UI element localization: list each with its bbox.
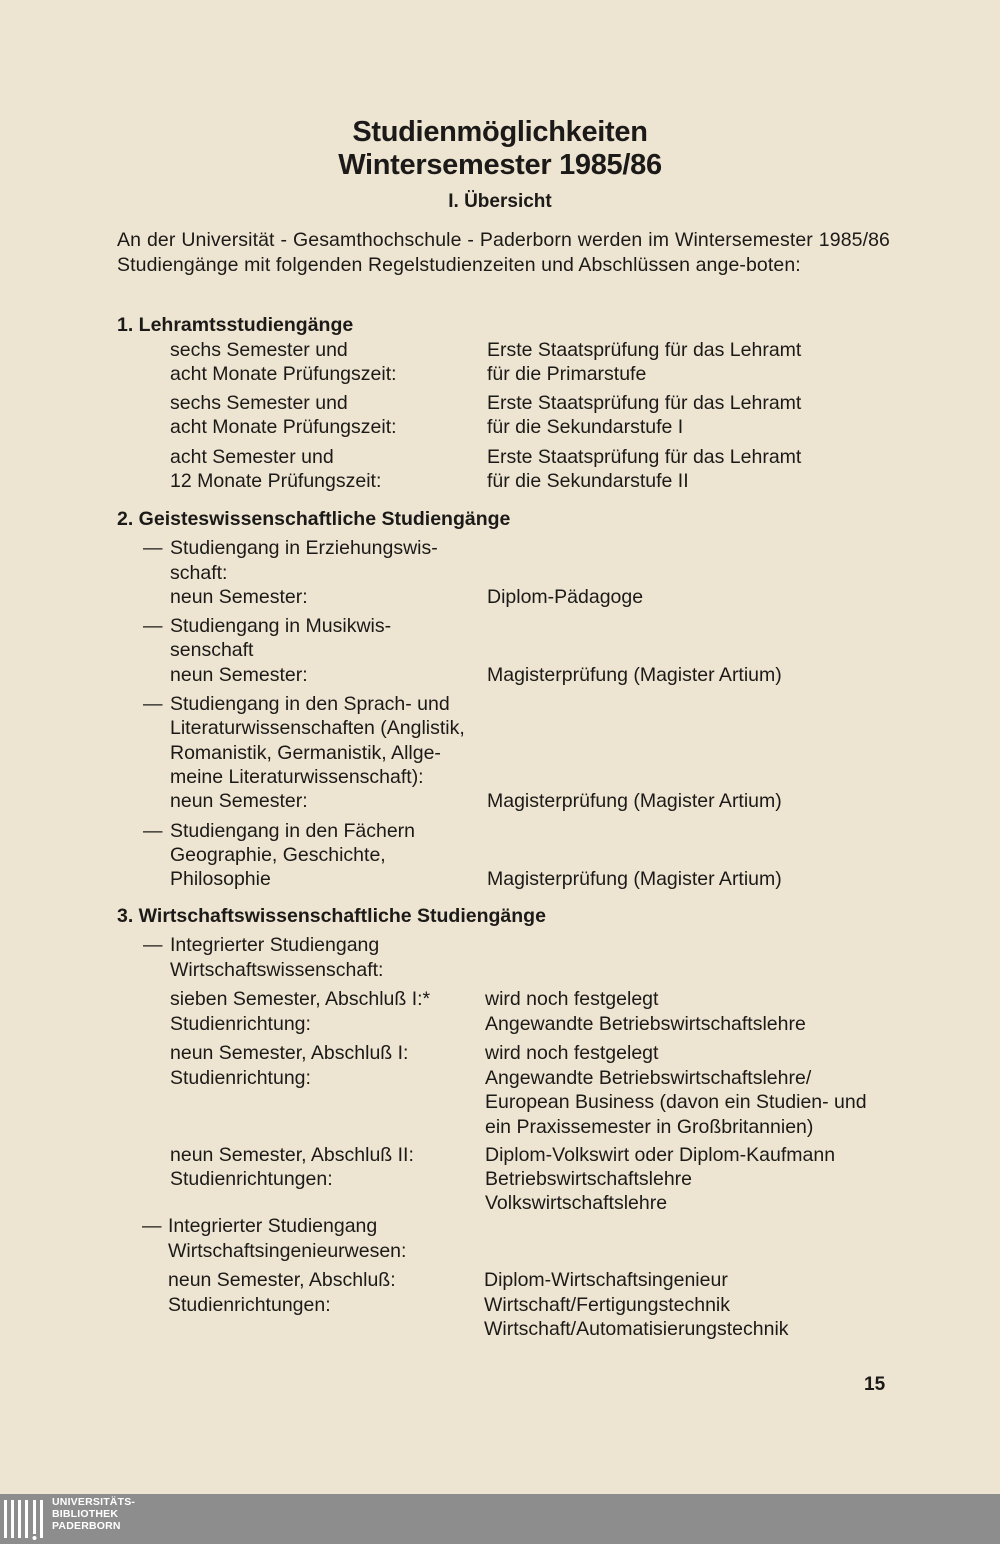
s2-item3-line1: Studiengang in den Sprach- und bbox=[170, 693, 450, 715]
s3-p1-row2-right2: Angewandte Betriebswirtschaftslehre/ bbox=[485, 1067, 812, 1089]
intro-paragraph: An der Universität - Gesamthochschule - Paderborn werden im Wintersemester 1985/86 Studiengänge mit folgenden Regelstudienzeiten und Abschlüssen ange-boten: bbox=[117, 229, 890, 276]
s2-item3-dash: — bbox=[143, 693, 163, 715]
s2-item3-line2: Literaturwissenschaften (Anglistik, bbox=[170, 717, 465, 739]
s2-item1-degree: Diplom-Pädagoge bbox=[487, 586, 644, 608]
section1-heading: 1. Lehramtsstudiengänge bbox=[117, 314, 354, 336]
s2-item2-degree: Magisterprüfung (Magister Artium) bbox=[487, 664, 782, 686]
s2-item1-dash: — bbox=[143, 537, 163, 559]
s2-item4-line1: Studiengang in den Fächern bbox=[170, 820, 416, 842]
s2-item3-degree: Magisterprüfung (Magister Artium) bbox=[487, 790, 782, 812]
s1-row3-left-2: 12 Monate Prüfungszeit: bbox=[170, 470, 382, 492]
section-subtitle: I. Übersicht bbox=[448, 191, 552, 212]
s2-item4-degree: Magisterprüfung (Magister Artium) bbox=[487, 868, 782, 890]
s3-p1-row2-right1: wird noch festgelegt bbox=[485, 1042, 659, 1064]
s1-row2-right-2: für die Sekundarstufe I bbox=[487, 416, 684, 438]
s2-item2-line3: neun Semester: bbox=[170, 664, 308, 686]
s3-p1-row3-left2: Studienrichtungen: bbox=[170, 1168, 333, 1190]
page-title-line2: Wintersemester 1985/86 bbox=[338, 149, 662, 181]
s3-p2-row1-right2: Wirtschaft/Fertigungstechnik bbox=[484, 1294, 731, 1316]
s2-item4-line3: Philosophie bbox=[170, 868, 271, 890]
logo-line3: PADERBORN bbox=[52, 1520, 121, 1532]
s1-row3-right-1: Erste Staatsprüfung für das Lehramt bbox=[487, 446, 802, 468]
s1-row3-right-2: für die Sekundarstufe II bbox=[487, 470, 689, 492]
logo-line2: BIBLIOTHEK bbox=[52, 1508, 119, 1520]
s3-prog2-line2: Wirtschaftsingenieurwesen: bbox=[168, 1240, 407, 1262]
page-title-line1: Studienmöglichkeiten bbox=[352, 116, 648, 148]
s3-p2-row1-right1: Diplom-Wirtschaftsingenieur bbox=[484, 1269, 728, 1291]
s3-p1-row3-right2: Betriebswirtschaftslehre bbox=[485, 1168, 692, 1190]
s2-item2-dash: — bbox=[143, 615, 163, 637]
s1-row1-right-2: für die Primarstufe bbox=[487, 363, 647, 385]
s1-row1-left-2: acht Monate Prüfungszeit: bbox=[170, 363, 397, 385]
logo-line1: UNIVERSITÄTS- bbox=[52, 1496, 136, 1508]
s3-prog2-dash: — bbox=[142, 1215, 162, 1237]
s3-prog2-line1: Integrierter Studiengang bbox=[168, 1215, 378, 1237]
s1-row3-left-1: acht Semester und bbox=[170, 446, 334, 468]
s2-item2-line1: Studiengang in Musikwis- bbox=[170, 615, 392, 637]
s3-p1-row2-left1: neun Semester, Abschluß I: bbox=[170, 1042, 409, 1064]
s1-row2-right-1: Erste Staatsprüfung für das Lehramt bbox=[487, 392, 802, 414]
s2-item2-line2: senschaft bbox=[170, 639, 254, 661]
s3-p1-row3-right3: Volkswirtschaftslehre bbox=[485, 1192, 668, 1214]
s2-item4-line2: Geographie, Geschichte, bbox=[170, 844, 386, 866]
s3-p1-row2-right3: European Business (davon ein Studien- und bbox=[485, 1091, 867, 1113]
library-logo-text bbox=[52, 1496, 135, 1532]
library-logo-icon bbox=[4, 1496, 46, 1542]
page-number: 15 bbox=[864, 1374, 886, 1395]
s3-p2-row1-left2: Studienrichtungen: bbox=[168, 1294, 331, 1316]
s3-prog1-line2: Wirtschaftswissenschaft: bbox=[170, 959, 384, 981]
s2-item1-line2: schaft: bbox=[170, 562, 228, 584]
s2-item1-line3: neun Semester: bbox=[170, 586, 308, 608]
s3-prog1-line1: Integrierter Studiengang bbox=[170, 934, 380, 956]
s2-item1-line1: Studiengang in Erziehungswis- bbox=[170, 537, 438, 559]
s3-p1-row1-right2: Angewandte Betriebswirtschaftslehre bbox=[485, 1013, 806, 1035]
s3-p1-row1-right1: wird noch festgelegt bbox=[485, 988, 659, 1010]
s1-row2-left-2: acht Monate Prüfungszeit: bbox=[170, 416, 397, 438]
s3-p1-row1-left1: sieben Semester, Abschluß I:* bbox=[170, 988, 431, 1010]
s3-p2-row1-right3: Wirtschaft/Automatisierungstechnik bbox=[484, 1318, 789, 1340]
s3-p1-row3-left1: neun Semester, Abschluß II: bbox=[170, 1144, 414, 1166]
s3-p1-row3-right1: Diplom-Volkswirt oder Diplom-Kaufmann bbox=[485, 1144, 836, 1166]
section2-heading: 2. Geisteswissenschaftliche Studiengänge bbox=[117, 508, 511, 530]
s2-item4-dash: — bbox=[143, 820, 163, 842]
s1-row1-left-1: sechs Semester und bbox=[170, 339, 348, 361]
s2-item3-line4: meine Literaturwissenschaft): bbox=[170, 766, 424, 788]
s3-p1-row2-left2: Studienrichtung: bbox=[170, 1067, 311, 1089]
section3-heading: 3. Wirtschaftswissenschaftliche Studiengänge bbox=[117, 905, 546, 927]
s3-prog1-dash: — bbox=[143, 934, 163, 956]
s3-p2-row1-left1: neun Semester, Abschluß: bbox=[168, 1269, 396, 1291]
s2-item3-line3: Romanistik, Germanistik, Allge- bbox=[170, 742, 441, 764]
s3-p1-row2-right4: ein Praxissemester in Großbritannien) bbox=[485, 1116, 814, 1138]
s1-row2-left-1: sechs Semester und bbox=[170, 392, 348, 414]
s2-item3-line5: neun Semester: bbox=[170, 790, 308, 812]
s1-row1-right-1: Erste Staatsprüfung für das Lehramt bbox=[487, 339, 802, 361]
library-footer-bar bbox=[0, 1494, 1000, 1544]
s3-p1-row1-left2: Studienrichtung: bbox=[170, 1013, 311, 1035]
